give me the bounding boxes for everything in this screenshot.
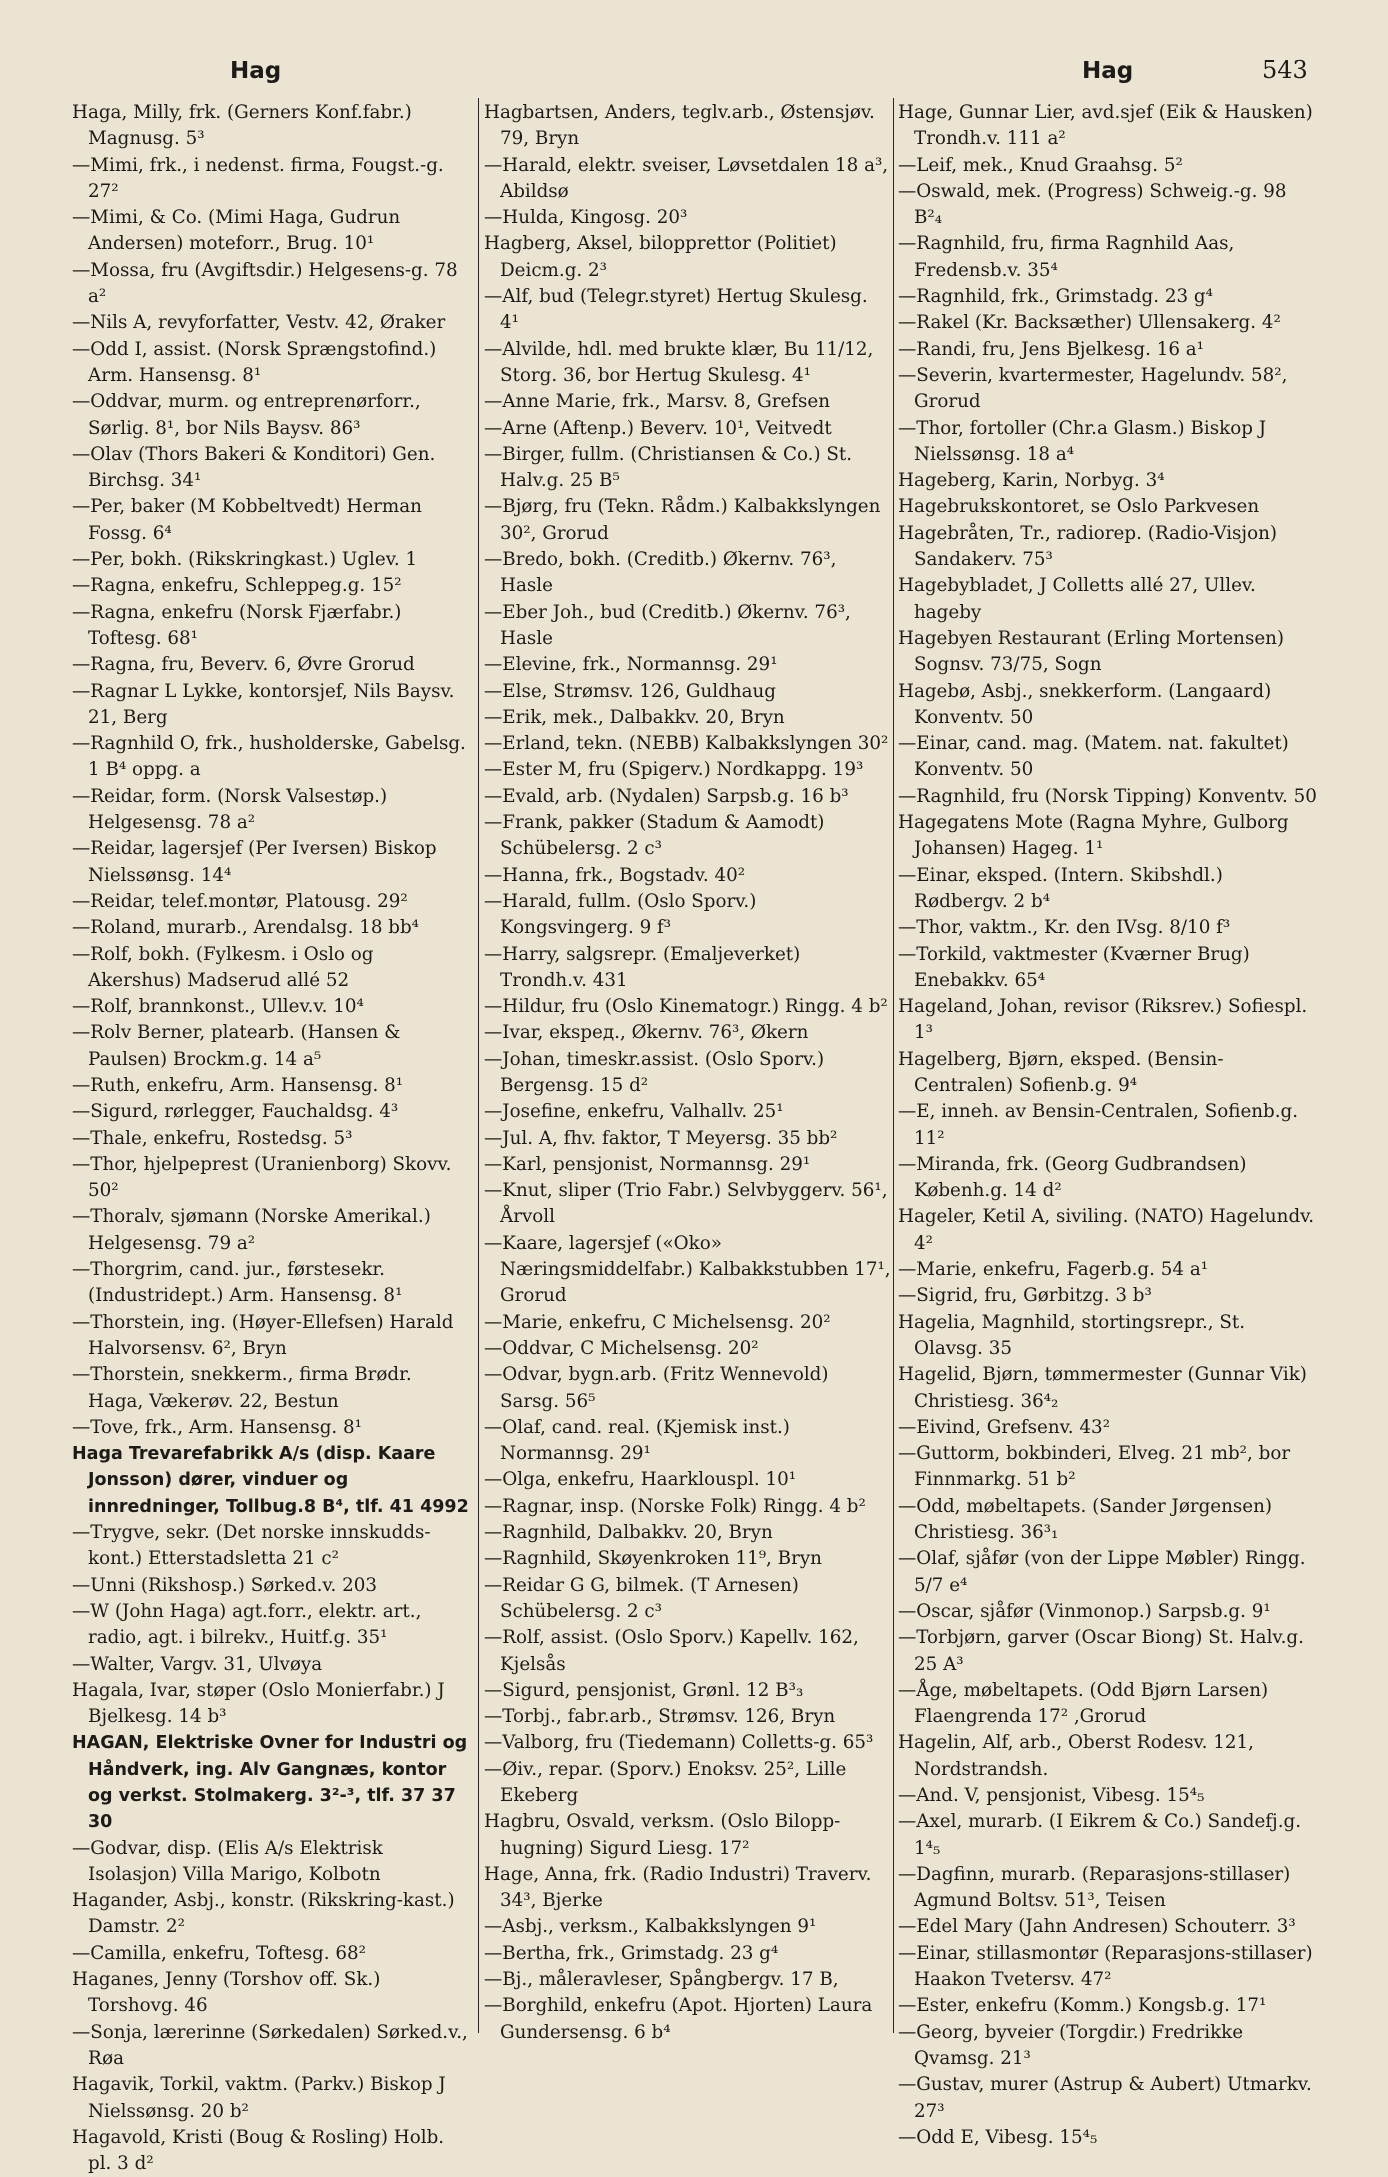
directory-entry: —Sigurd, pensjonist, Grønl. 12 B³₃: [484, 1679, 804, 1701]
directory-entry: —Johan, timeskr.assist. (Oslo Sporv.) Bergensg. 15 d²: [484, 1048, 825, 1096]
directory-entry: —Else, Strømsv. 126, Guldhaug: [484, 680, 776, 702]
directory-entry: —Mimi, frk., i nedenst. firma, Fougst.-g. 27²: [72, 154, 444, 202]
directory-entry: —Reidar G G, bilmek. (T Arnesen) Schübelersg. 2 c³: [484, 1574, 799, 1622]
directory-entry: —Einar, stillasmontør (Reparasjons-stillaser) Haakon Tvetersv. 47²: [898, 1942, 1313, 1991]
directory-entry: —Thor, vaktm., Kr. den IVsg. 8/10 f³: [898, 917, 1231, 939]
directory-entry: —Gustav, murer (Astrup & Aubert) Utmarkv. 27³: [898, 2074, 1312, 2122]
directory-entry: —Nils A, revyforfatter, Vestv. 42, Øraker: [72, 312, 446, 334]
directory-entry: —Einar, eksped. (Intern. Skibshdl.) Rødbergv. 2 b⁴: [898, 864, 1223, 912]
directory-entry: —E, inneh. av Bensin-Centralen, Sofienb.g. 11²: [898, 1101, 1299, 1149]
directory-entry: Hagelid, Bjørn, tømmermester (Gunnar Vik) Christiesg. 36⁴₂: [898, 1364, 1307, 1412]
directory-entry: —Hanna, frk., Bogstadv. 40²: [484, 864, 746, 886]
column-3: [898, 100, 1318, 2148]
directory-entry: —Olav (Thors Bakeri & Konditori) Gen. Birchsg. 34¹: [72, 443, 436, 492]
directory-entry: —Asbj., verksm., Kalbakkslyngen 9¹: [484, 1916, 817, 1938]
directory-entry: Hagelberg, Bjørn, eksped. (Bensin-Centralen) Sofienb.g. 9⁴: [898, 1048, 1224, 1096]
directory-entry: Hageler, Ketil A, siviling. (NATO) Hagelundv. 4²: [898, 1206, 1315, 1254]
directory-entry: —Oscar, sjåfør (Vinmonop.) Sarpsb.g. 9¹: [898, 1600, 1271, 1622]
directory-entry: —Ruth, enkefru, Arm. Hansensg. 8¹: [72, 1074, 404, 1096]
directory-entry: Hagegatens Mote (Ragna Myhre, Gulborg Johansen) Hageg. 1¹: [898, 812, 1289, 860]
directory-entry: —Ester, enkefru (Komm.) Kongsb.g. 17¹: [898, 1995, 1267, 2017]
directory-entry: —Hildur, fru (Oslo Kinematogr.) Ringg. 4 b²: [484, 996, 888, 1018]
directory-entry: —Valborg, fru (Tiedemann) Colletts-g. 65³: [484, 1732, 874, 1754]
directory-entry: —Oddvar, C Michelsensg. 20²: [484, 1337, 759, 1359]
directory-entry: —Harry, salgsrepr. (Emaljeverket) Trondh.v. 431: [484, 943, 801, 991]
directory-entry: —Ragnar, insp. (Norske Folk) Ringg. 4 b²: [484, 1495, 866, 1517]
directory-entry: —Trygve, sekr. (Det norske innskudds-kont.) Etterstadsletta 21 c²: [72, 1522, 431, 1570]
directory-entry: Haga, Milly, frk. (Gerners Konf.fabr.) Magnusg. 5³: [72, 102, 412, 150]
left-guide-word: Hag: [230, 58, 282, 84]
directory-entry: —Torbjørn, garver (Oscar Biong) St. Halv.g. 25 A³: [898, 1627, 1304, 1675]
directory-entry: —Ragna, enkefru (Norsk Fjærfabr.) Toftesg. 68¹: [72, 601, 402, 649]
directory-entry: Hage, Anna, frk. (Radio Industri) Traverv. 34³, Bjerke: [484, 1863, 872, 1912]
directory-entry: —Ivar, ekspeд., Økernv. 76³, Økern: [484, 1022, 809, 1044]
directory-entry: Hagbartsen, Anders, teglv.arb., Østensjøv. 79, Bryn: [484, 102, 875, 150]
directory-entry: —Hulda, Kingosg. 20³: [484, 207, 688, 229]
directory-entry: —Frank, pakker (Stadum & Aamodt) Schübelersg. 2 c³: [484, 812, 825, 860]
directory-entry: —Camilla, enkefru, Toftesg. 68²: [72, 1942, 366, 1964]
directory-entry: —Tove, frk., Arm. Hansensg. 8¹: [72, 1416, 362, 1438]
directory-entry: —Kaare, lagersjef («Oko» Næringsmiddelfabr.) Kalbakkstubben 17¹, Grorud: [484, 1232, 891, 1307]
directory-entry: —Evald, arb. (Nydalen) Sarpsb.g. 16 b³: [484, 785, 849, 807]
directory-entry: —Walter, Vargv. 31, Ulvøya: [72, 1653, 323, 1675]
directory-entry: —Odd I, assist. (Norsk Sprængstofind.) Arm. Hansensg. 8¹: [72, 338, 437, 386]
directory-entry: Hagebrukskontoret, se Oslo Parkvesen: [898, 496, 1260, 518]
directory-entry: —Marie, enkefru, Fagerb.g. 54 a¹: [898, 1259, 1209, 1281]
page-number: 543: [1262, 56, 1308, 84]
directory-entry: —Alf, bud (Telegr.styret) Hertug Skulesg. 4¹: [484, 286, 868, 334]
directory-entry: Hagberg, Aksel, bilopprettor (Politiet) Deicm.g. 2³: [484, 233, 837, 281]
directory-entry: —And. V, pensjonist, Vibesg. 15⁴₅: [898, 1785, 1205, 1806]
directory-entry: —Oswald, mek. (Progress) Schweig.-g. 98 B²₄: [898, 180, 1287, 229]
directory-entry: —Rakel (Kr. Backsæther) Ullensakerg. 4²: [898, 312, 1281, 334]
directory-entry: —Rolf, brannkonst., Ullev.v. 10⁴: [72, 996, 364, 1018]
directory-entry: —Ragnhild, fru (Norsk Tipping) Konventv. 50: [898, 785, 1317, 807]
directory-entry: —Jul. A, fhv. faktor, T Meyersg. 35 bb²: [484, 1127, 838, 1149]
directory-entry: —Olga, enkefru, Haarklouspl. 10¹: [484, 1469, 797, 1491]
directory-entry: —Odvar, bygn.arb. (Fritz Wennevold) Sarsg. 56⁵: [484, 1364, 829, 1412]
column-divider: [478, 98, 479, 2033]
directory-entry: —Godvar, disp. (Elis A/s Elektrisk Isolasjon) Villa Marigo, Kolbotn: [72, 1837, 383, 1885]
directory-entry: —Randi, fru, Jens Bjelkesg. 16 a¹: [898, 338, 1204, 360]
directory-entry: —Erik, mek., Dalbakkv. 20, Bryn: [484, 706, 785, 728]
directory-entry: Haganes, Jenny (Torshov off. Sk.) Torshovg. 46: [72, 1969, 381, 2017]
directory-entry: Hagebø, Asbj., snekkerform. (Langaard) Konventv. 50: [898, 680, 1272, 728]
directory-entry: —Åge, møbeltapets. (Odd Bjørn Larsen) Flaengrenda 17² ,Grorud: [898, 1679, 1269, 1728]
directory-entry: Hageberg, Karin, Norbyg. 3⁴: [898, 470, 1165, 492]
directory-entry: —Eber Joh., bud (Creditb.) Økernv. 76³, Hasle: [484, 601, 851, 649]
directory-entry: Hageland, Johan, revisor (Riksrev.) Sofiespl. 1³: [898, 996, 1308, 1044]
directory-entry: —Odd, møbeltapets. (Sander Jørgensen) Christiesg. 36³₁: [898, 1495, 1272, 1544]
directory-entry: —Reidar, telef.montør, Platousg. 29²: [72, 890, 408, 912]
directory-entry: —Ragnhild, fru, firma Ragnhild Aas, Fredensb.v. 35⁴: [898, 233, 1235, 281]
directory-entry: Hagala, Ivar, støper (Oslo Monierfabr.) J Bjelkesg. 14 b³: [72, 1679, 445, 1728]
directory-entry: —W (John Haga) agt.forr., elektr. art., radio, agt. i bilrekv., Huitf.g. 35¹: [72, 1600, 422, 1649]
directory-entry: —Reidar, form. (Norsk Valsestøp.) Helgesensg. 78 a²: [72, 785, 388, 834]
directory-entry: —Oddvar, murm. og entreprenørforr., Sørlig. 8¹, bor Nils Baysv. 86³: [72, 391, 421, 439]
directory-entry: —Einar, cand. mag. (Matem. nat. fakultet) Konventv. 50: [898, 733, 1289, 781]
directory-entry: —Thorstein, snekkerm., firma Brødr. Haga, Vækerøv. 22, Bestun: [72, 1364, 412, 1412]
directory-entry: —Olaf, sjåfør (von der Lippe Møbler) Ringg. 5/7 e⁴: [898, 1548, 1306, 1596]
column-2: [484, 100, 892, 2043]
directory-entry: —Sigurd, rørlegger, Fauchaldsg. 4³: [72, 1101, 399, 1123]
directory-entry: —Thoralv, sjømann (Norske Amerikal.) Helgesensg. 79 a²: [72, 1206, 431, 1254]
directory-entry: —Per, baker (M Kobbeltvedt) Herman Fossg. 6⁴: [72, 496, 422, 544]
directory-entry: —Reidar, lagersjef (Per Iversen) Biskop Nielssønsg. 14⁴: [72, 838, 437, 886]
directory-entry: —Harald, fullm. (Oslo Sporv.) Kongsvingerg. 9 f³: [484, 890, 757, 939]
directory-entry: —Sonja, lærerinne (Sørkedalen) Sørked.v., Røa: [72, 2021, 468, 2069]
directory-entry: Hagebyen Restaurant (Erling Mortensen) Sognsv. 73/75, Sogn: [898, 627, 1285, 676]
directory-entry: Hagebybladet, J Colletts allé 27, Ullev. hageby: [898, 575, 1256, 623]
directory-entry: —Ragna, enkefru, Schleppeg.g. 15²: [72, 575, 402, 597]
directory-entry: —Rolf, assist. (Oslo Sporv.) Kapellv. 162, Kjelsås: [484, 1627, 859, 1675]
directory-entry: Hagelia, Magnhild, stortingsrepr., St. Olavsg. 35: [898, 1311, 1246, 1359]
directory-entry: —Josefine, enkefru, Valhallv. 25¹: [484, 1101, 784, 1123]
directory-entry: Haga Trevarefabrikk A/s (disp. Kaare Jonsson) dører, vinduer og innredninger, Tollbug.8 B⁴, tlf. 41 4992: [72, 1444, 469, 1517]
directory-entry: HAGAN, Elektriske Ovner for Industri og Håndverk, ing. Alv Gangnæs, kontor og verkst. Stolmakerg. 3²-³, tlf. 37 37 30: [72, 1733, 468, 1833]
directory-entry: —Erland, tekn. (NEBB) Kalbakkslyngen 30²: [484, 733, 889, 755]
directory-entry: —Olaf, cand. real. (Kjemisk inst.) Normannsg. 29¹: [484, 1416, 790, 1465]
directory-entry: —Ragnar L Lykke, kontorsjef, Nils Baysv. 21, Berg: [72, 680, 455, 728]
directory-entry: —Bertha, frk., Grimstadg. 23 g⁴: [484, 1942, 779, 1964]
directory-entry: —Severin, kvartermester, Hagelundv. 58², Grorud: [898, 364, 1288, 413]
directory-entry: —Rolv Berner, platearb. (Hansen & Paulsen) Brockm.g. 14 a⁵: [72, 1022, 401, 1070]
directory-entry: —Ragnhild, Skøyenkroken 11⁹, Bryn: [484, 1548, 822, 1570]
directory-entry: —Leif, mek., Knud Graahsg. 5²: [898, 154, 1183, 176]
directory-entry: —Sigrid, fru, Gørbitzg. 3 b³: [898, 1285, 1152, 1307]
directory-entry: —Karl, pensjonist, Normannsg. 29¹: [484, 1153, 811, 1175]
directory-entry: —Thorstein, ing. (Høyer-Ellefsen) Harald Halvorsensv. 6², Bryn: [72, 1311, 454, 1359]
directory-entry: —Odd E, Vibesg. 15⁴₅: [898, 2126, 1098, 2148]
directory-entry: —Bjørg, fru (Tekn. Rådm.) Kalbakkslyngen 30², Grorud: [484, 496, 881, 544]
directory-entry: —Borghild, enkefru (Apot. Hjorten) Laura Gundersensg. 6 b⁴: [484, 1995, 873, 2043]
directory-entry: —Rolf, bokh. (Fylkesm. i Oslo og Akershus) Madserud allé 52: [72, 943, 374, 991]
directory-entry: —Eivind, Grefsenv. 43²: [898, 1416, 1111, 1438]
directory-entry: —Elevine, frk., Normannsg. 29¹: [484, 654, 778, 676]
directory-entry: —Mimi, & Co. (Mimi Haga, Gudrun Andersen) moteforr., Brug. 10¹: [72, 207, 401, 255]
directory-entry: —Thor, fortoller (Chr.a Glasm.) Biskop J Nielssønsg. 18 a⁴: [898, 417, 1267, 465]
directory-entry: Hagbru, Osvald, verksm. (Oslo Bilopp-hugning) Sigurd Liesg. 17²: [484, 1811, 841, 1859]
directory-entry: —Mossa, fru (Avgiftsdir.) Helgesens-g. 78 a²: [72, 259, 458, 308]
directory-entry: —Alvilde, hdl. med brukte klær, Bu 11/12, Storg. 36, bor Hertug Skulesg. 4¹: [484, 338, 874, 386]
directory-entry: —Ragnhild O, frk., husholderske, Gabelsg. 1 B⁴ oppg. a: [72, 733, 466, 781]
column-divider: [893, 98, 894, 2033]
directory-entry: —Thor, hjelpeprest (Uranienborg) Skovv. 50²: [72, 1153, 452, 1202]
directory-entry: —Georg, byveier (Torgdir.) Fredrikke Qvamsg. 21³: [898, 2021, 1244, 2069]
directory-entry: —Torkild, vaktmester (Kværner Brug) Enebakkv. 65⁴: [898, 943, 1250, 991]
directory-entry: —Thale, enkefru, Rostedsg. 5³: [72, 1127, 353, 1149]
directory-entry: —Bredo, bokh. (Creditb.) Økernv. 76³, Hasle: [484, 549, 837, 597]
directory-entry: Hagavold, Kristi (Boug & Rosling) Holb. pl. 3 d²: [72, 2126, 445, 2175]
directory-entry: Hagelin, Alf, arb., Oberst Rodesv. 121, Nordstrandsh.: [898, 1732, 1254, 1780]
directory-entry: —Bj., måleravleser, Spångbergv. 17 B,: [484, 1969, 839, 1991]
directory-entry: —Ragnhild, Dalbakkv. 20, Bryn: [484, 1522, 773, 1544]
directory-entry: —Ragnhild, frk., Grimstadg. 23 g⁴: [898, 286, 1213, 308]
directory-entry: —Øiv., repar. (Sporv.) Enoksv. 25², Lille Ekeberg: [484, 1758, 847, 1806]
directory-entry: —Torbj., fabr.arb., Strømsv. 126, Bryn: [484, 1706, 836, 1728]
directory-entry: —Marie, enkefru, C Michelsensg. 20²: [484, 1311, 831, 1333]
directory-entry: —Anne Marie, frk., Marsv. 8, Grefsen: [484, 391, 830, 413]
directory-entry: —Knut, sliper (Trio Fabr.) Selvbyggerv. 56¹, Årvoll: [484, 1180, 888, 1228]
directory-entry: —Axel, murarb. (I Eikrem & Co.) Sandefj.g. 1⁴₅: [898, 1811, 1302, 1859]
directory-entry: —Arne (Aftenp.) Beverv. 10¹, Veitvedt: [484, 417, 832, 439]
column-1: [72, 100, 472, 2175]
directory-entry: —Ragna, fru, Beverv. 6, Øvre Grorud: [72, 654, 415, 676]
directory-entry: —Edel Mary (Jahn Andresen) Schouterr. 3³: [898, 1916, 1296, 1938]
directory-entry: Hagander, Asbj., konstr. (Rikskring-kast.) Damstr. 2²: [72, 1890, 455, 1938]
directory-entry: Hage, Gunnar Lier, avd.sjef (Eik & Hausken) Trondh.v. 111 a²: [898, 102, 1313, 150]
directory-entry: —Harald, elektr. sveiser, Løvsetdalen 18 a³, Abildsø: [484, 154, 889, 202]
directory-entry: —Guttorm, bokbinderi, Elveg. 21 mb², bor Finnmarkg. 51 b²: [898, 1443, 1291, 1491]
directory-entry: —Thorgrim, cand. jur., førstesekr. (Industridept.) Arm. Hansensg. 8¹: [72, 1259, 403, 1307]
directory-entry: —Per, bokh. (Rikskringkast.) Uglev. 1: [72, 549, 418, 571]
directory-entry: —Birger, fullm. (Christiansen & Co.) St. Halv.g. 25 B⁵: [484, 443, 853, 492]
directory-entry: —Roland, murarb., Arendalsg. 18 bb⁴: [72, 917, 420, 939]
directory-entry: —Miranda, frk. (Georg Gudbrandsen) Københ.g. 14 d²: [898, 1153, 1247, 1202]
directory-entry: —Unni (Rikshosp.) Sørked.v. 203: [72, 1574, 378, 1596]
directory-entry: —Dagfinn, murarb. (Reparasjons-stillaser) Agmund Boltsv. 51³, Teisen: [898, 1863, 1291, 1912]
directory-entry: Hagebråten, Tr., radiorep. (Radio-Visjon) Sandakerv. 75³: [898, 522, 1278, 571]
page-header: [0, 58, 1388, 98]
directory-entry: —Ester M, fru (Spigerv.) Nordkappg. 19³: [484, 759, 864, 781]
right-guide-word: Hag: [1082, 58, 1134, 84]
directory-entry: Hagavik, Torkil, vaktm. (Parkv.) Biskop J Nielssønsg. 20 b²: [72, 2074, 446, 2122]
